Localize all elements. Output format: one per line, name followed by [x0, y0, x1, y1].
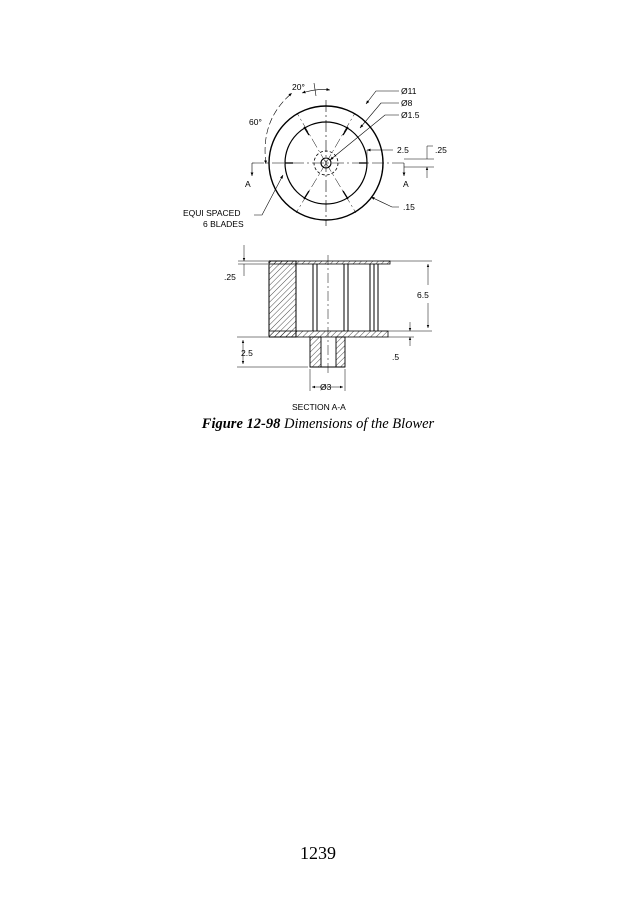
dim-thickness-label: .25 [435, 145, 447, 155]
angle-60-label: 60° [249, 117, 262, 127]
dim-radius-label: 2.5 [397, 145, 409, 155]
dia-shaft-label: Ø3 [320, 382, 332, 392]
dim-hub-height-label: 2.5 [241, 348, 253, 358]
section-mark-left: A [245, 179, 251, 189]
section-view [237, 245, 432, 391]
hatched-base [269, 331, 388, 337]
hatched-hub-right [336, 337, 345, 367]
figure-number: Figure 12-98 [201, 416, 281, 432]
dim-base-thickness-label: .5 [392, 352, 400, 362]
dia-hole-label: Ø1.5 [401, 110, 420, 120]
hatched-top [269, 261, 390, 264]
blower-drawing [0, 0, 636, 440]
section-blades [296, 264, 378, 331]
dia-inner-label: Ø8 [401, 98, 413, 108]
section-label: SECTION A-A [292, 402, 346, 412]
blades-note-line1: EQUI SPACED [183, 208, 241, 218]
figure-title: Dimensions of the Blower [280, 416, 435, 432]
dia-outer-leader [366, 91, 399, 104]
angle-20-arc [302, 89, 330, 93]
dia-inner-leader [360, 103, 399, 128]
blade-width-label: .15 [403, 202, 415, 212]
page-number: 1239 [300, 843, 336, 863]
dim-height-label: 6.5 [417, 290, 429, 300]
blades-note-line2: 6 BLADES [203, 219, 244, 229]
section-mark-right: A [403, 179, 409, 189]
hatched-hub-left [310, 337, 321, 367]
dim-top-thickness-label: .25 [224, 272, 236, 282]
dia-outer-label: Ø11 [401, 86, 417, 96]
angle-20-label: 20° [292, 82, 305, 92]
hatched-wall [269, 261, 296, 337]
angle-60-arc [265, 93, 292, 164]
blade-width-leader [371, 197, 399, 207]
figure-caption [0, 416, 636, 433]
